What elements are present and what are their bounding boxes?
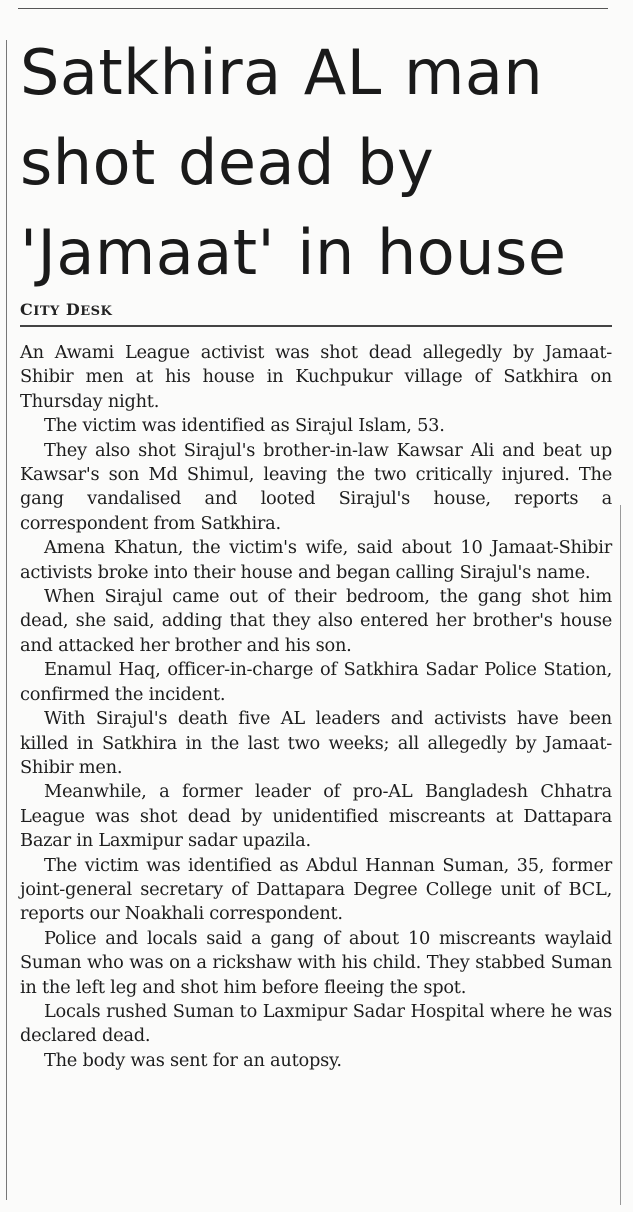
news-article — [20, 28, 612, 1073]
paragraph: Locals rushed Suman to Laxmipur Sadar Hospital where he was declared dead. — [20, 1000, 612, 1047]
article-body — [20, 341, 612, 1073]
paragraph: The body was sent for an autopsy. — [44, 1049, 342, 1071]
paragraph: They also shot Sirajul's brother-in-law Kawsar Ali and beat up Kawsar's son Md Shimul, leaving the two critically injured. The gang vandalised and looted Sirajul's house, reports a correspondent from Satkhira. — [20, 439, 612, 534]
byline-initial: C — [20, 300, 34, 319]
headline-line: 'Jamaat' in house — [20, 216, 567, 289]
paragraph: The victim was identified as Abdul Hannan Suman, 35, former joint-general secretary of Dattapara Degree College unit of BCL, reports our Noakhali correspondent. — [20, 854, 612, 925]
paragraph: Meanwhile, a former leader of pro-AL Bangladesh Chhatra League was shot dead by unidentified miscreants at Dattapara Bazar in Laxmipur sadar upazila. — [20, 781, 612, 852]
paragraph: With Sirajul's death five AL leaders and activists have been killed in Satkhira in the last two weeks; all allegedly by Jamaat-Shibir men. — [20, 708, 612, 778]
byline-smallcaps: ITY — [33, 304, 60, 319]
paragraph: An Awami League activist was shot dead allegedly by Jamaat-Shibir men at his house in Kuchpukur village of Satkhira on Thursday night. — [20, 342, 612, 412]
headline-line: Satkhira AL man — [20, 36, 544, 109]
byline-initial: D — [65, 300, 81, 319]
paragraph: Police and locals said a gang of about 10 miscreants waylaid Suman who was on a rickshaw with his child. They stabbed Suman in the left leg and shot him before fleeing the spot. — [20, 927, 612, 998]
headline — [20, 28, 612, 298]
column-right-rule — [620, 505, 621, 1205]
byline — [20, 300, 612, 327]
paragraph: Enamul Haq, officer-in-charge of Satkhira Sadar Police Station, confirmed the incident. — [20, 659, 612, 705]
paragraph: When Sirajul came out of their bedroom, the gang shot him dead, she said, adding that they also entered her brother's house and attacked her brother and his son. — [20, 586, 612, 656]
headline-line: shot dead by — [20, 126, 435, 199]
top-rule — [18, 8, 608, 9]
paragraph: The victim was identified as Sirajul Islam, 53. — [44, 415, 445, 437]
paragraph: Amena Khatun, the victim's wife, said about 10 Jamaat-Shibir activists broke into their house and began calling Sirajul's name. — [20, 537, 612, 583]
byline-smallcaps: ESK — [80, 304, 113, 319]
column-left-rule — [6, 40, 7, 1200]
